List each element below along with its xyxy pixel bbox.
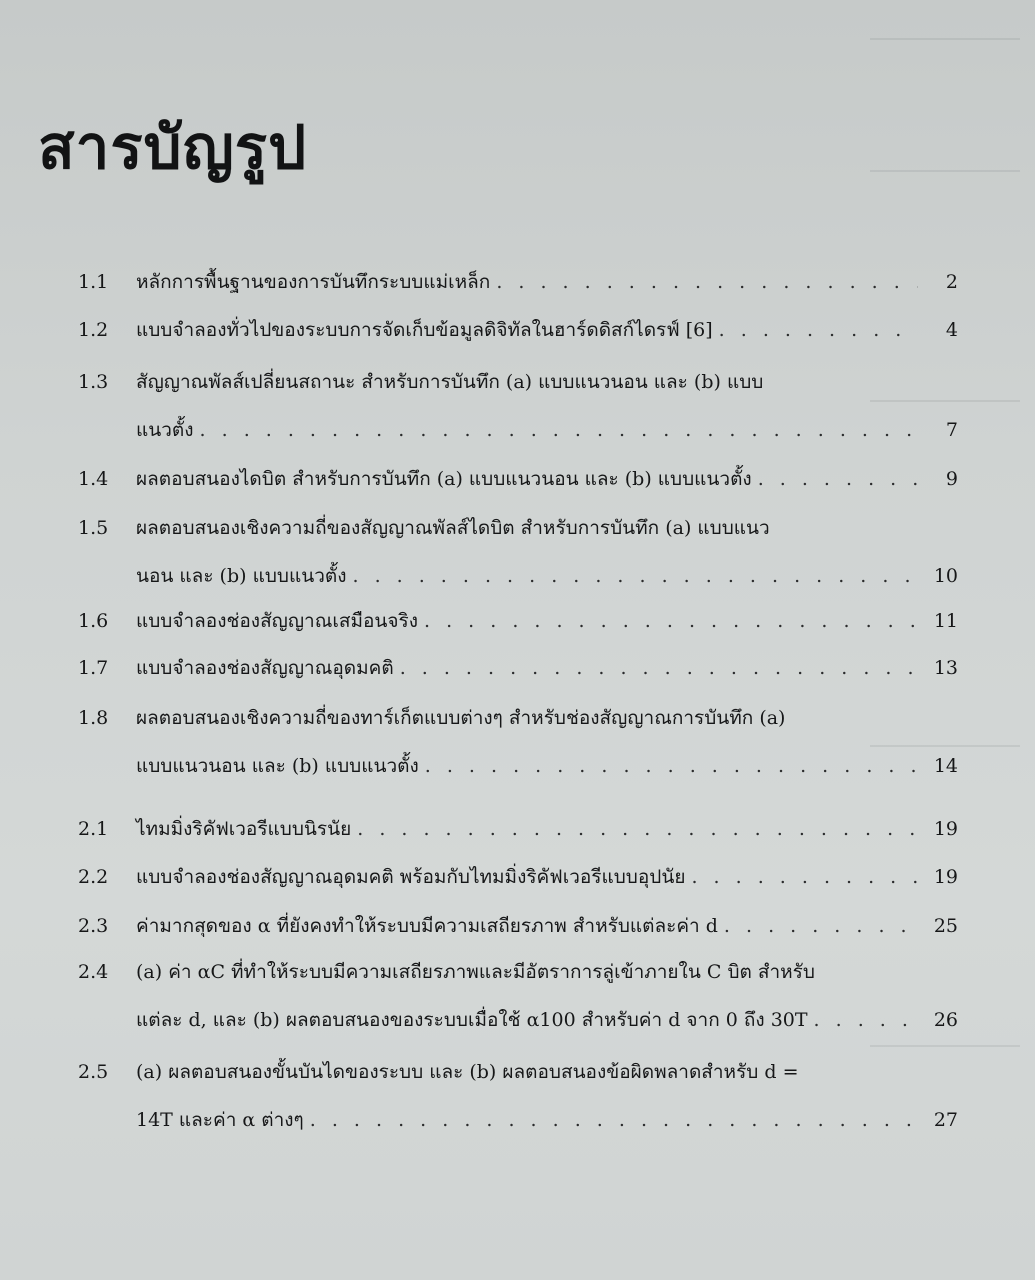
entry-number: 1.6 [78,610,109,632]
entry-page-number: 2 [945,271,958,293]
entry-line [136,644,958,692]
entry-line [136,597,958,645]
entry-page-number: 11 [933,610,958,632]
dot-leader [724,902,918,950]
entry-number: 1.7 [78,657,109,679]
dot-leader [719,306,918,354]
entry-caption: 14T และค่า α ต่างๆ [136,1109,304,1131]
entry-page-number: 13 [933,657,958,679]
entry-line [136,902,958,950]
entry-caption-line: ผลตอบสนองเชิงความถี่ของทาร์เก็ตแบบต่างๆ สำหรับช่องสัญญาณการบันทึก (a) [136,707,786,729]
entry-body [136,853,958,901]
entry-number: 1.3 [78,371,109,393]
entry-page-number: 19 [933,818,958,840]
entry-caption: แบบจำลองช่องสัญญาณเสมือนจริง [136,610,418,632]
entry-line [136,406,958,454]
entry-number: 2.4 [78,961,109,983]
page-title: สารบัญรูป [38,113,308,183]
dot-leader [400,644,918,692]
entry-line [136,742,958,790]
entry-caption: ไทมมิ่งริคัฟเวอรีแบบนิรนัย [136,818,352,840]
entry-line [136,455,958,503]
entry-number: 1.5 [78,517,109,539]
dot-leader [691,853,918,901]
entry-page-number: 26 [933,1009,958,1031]
entry-line [136,1048,958,1096]
entry-line [136,258,958,306]
dot-leader [310,1096,918,1144]
entry-body [136,948,958,1044]
entry-line [136,996,958,1044]
entry-number: 1.2 [78,319,109,341]
entry-caption: นอน และ (b) แบบแนวตั้ง [136,565,347,587]
entry-number: 2.5 [78,1061,109,1083]
entry-caption-line: ผลตอบสนองเชิงความถี่ของสัญญาณพัลส์ไดบิต สำหรับการบันทึก (a) แบบแนว [136,517,770,539]
dot-leader [424,597,918,645]
bleed-through-mark [870,38,1020,40]
entry-line [136,694,958,742]
bleed-through-mark [870,1045,1020,1047]
entry-page-number: 9 [945,468,958,490]
entry-body [136,902,958,950]
dot-leader [425,742,918,790]
entry-caption: แบบจำลองทั่วไปของระบบการจัดเก็บข้อมูลดิจิทัลในฮาร์ดดิสก์ไดรฟ์ [6] [136,319,713,341]
entry-body [136,306,958,354]
entry-caption: แบบแนวนอน และ (b) แบบแนวตั้ง [136,755,419,777]
entry-page-number: 10 [933,565,958,587]
entry-page-number: 27 [933,1109,958,1131]
entry-line [136,306,958,354]
entry-number: 2.1 [78,818,109,840]
entry-page-number: 25 [933,915,958,937]
entry-caption-line: (a) ค่า αC ที่ทำให้ระบบมีความเสถียรภาพและมีอัตราการลู่เข้าภายใน C บิต สำหรับ [136,961,815,983]
dot-leader [200,406,918,454]
dot-leader [814,996,918,1044]
entry-page-number: 4 [945,319,958,341]
entry-caption: แนวตั้ง [136,419,194,441]
entry-caption: แต่ละ d, และ (b) ผลตอบสนองของระบบเมื่อใช้ α100 สำหรับค่า d จาก 0 ถึง 30T [136,1009,808,1031]
entry-page-number: 7 [945,419,958,441]
entry-line [136,853,958,901]
entry-line [136,948,958,996]
entry-caption: หลักการพื้นฐานของการบันทึกระบบแม่เหล็ก [136,271,491,293]
entry-caption: แบบจำลองช่องสัญญาณอุดมคติ [136,657,394,679]
entry-body [136,455,958,503]
entry-line [136,504,958,552]
entry-body [136,805,958,853]
entry-line [136,358,958,406]
entry-caption: ค่ามากสุดของ α ที่ยังคงทำให้ระบบมีความเสถียรภาพ สำหรับแต่ละค่า d [136,915,718,937]
dot-leader [352,552,918,600]
entry-page-number: 19 [933,866,958,888]
entry-body [136,597,958,645]
entry-page-number: 14 [933,755,958,777]
dot-leader [758,455,918,503]
dot-leader [357,805,918,853]
entry-body [136,1048,958,1144]
dot-leader [496,258,918,306]
entry-caption-line: (a) ผลตอบสนองขั้นบันไดของระบบ และ (b) ผลตอบสนองข้อผิดพลาดสำหรับ d = [136,1061,799,1083]
entry-caption-line: สัญญาณพัลส์เปลี่ยนสถานะ สำหรับการบันทึก (a) แบบแนวนอน และ (b) แบบ [136,371,764,393]
bleed-through-mark [870,170,1020,172]
entry-number: 1.4 [78,468,109,490]
entry-body [136,358,958,454]
entry-body [136,644,958,692]
entry-body [136,504,958,600]
entry-caption: แบบจำลองช่องสัญญาณอุดมคติ พร้อมกับไทมมิ่งริคัฟเวอรีแบบอุปนัย [136,866,686,888]
entry-body [136,258,958,306]
entry-caption: ผลตอบสนองไดบิต สำหรับการบันทึก (a) แบบแนวนอน และ (b) แบบแนวตั้ง [136,468,752,490]
entry-number: 2.2 [78,866,109,888]
entry-line [136,552,958,600]
entry-number: 1.8 [78,707,109,729]
entry-body [136,694,958,790]
entry-number: 2.3 [78,915,109,937]
entry-line [136,805,958,853]
entry-line [136,1096,958,1144]
entry-number: 1.1 [78,271,109,293]
